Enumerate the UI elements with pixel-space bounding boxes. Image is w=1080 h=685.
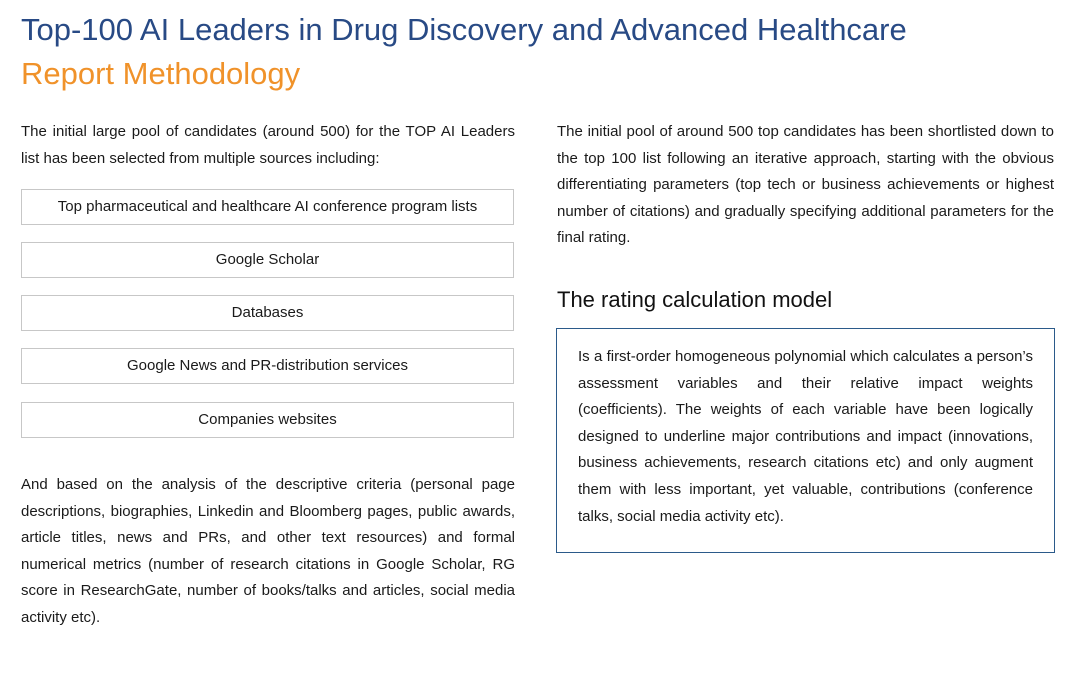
rating-model-text: Is a first-order homogeneous polynomial which calculates a person’s assessment variables and their relative impact weights (coefficients). The weights of each variable have been logically designed to underline major contributions and impact (innovations, business achievements, research citations etc) and only augment them with less important, yet valuable, contributions (conference talks, social media activity etc).: [578, 348, 1033, 525]
analysis-criteria-text: And based on the analysis of the descriptive criteria (personal page descriptions, biographies, Linkedin and Bloomberg pages, public awards, article titles, news and PRs, and other text resources) and formal numerical metrics (number of research citations in Google Scholar, RG score in ResearchGate, number of books/talks and articles, social media activity etc).: [21, 476, 515, 626]
page-subtitle: Report Methodology: [21, 56, 301, 91]
rating-model-box: [556, 328, 1055, 553]
source-box-databases: Databases: [21, 295, 514, 331]
page-title: Top-100 AI Leaders in Drug Discovery and Advanced Healthcare: [21, 12, 907, 47]
source-box-companies-websites: Companies websites: [21, 402, 514, 438]
candidate-pool-intro: The initial large pool of candidates (around 500) for the TOP AI Leaders list has been selected from multiple sources including:: [21, 123, 515, 167]
source-box-google-news: Google News and PR-distribution services: [21, 348, 514, 384]
source-box-conference-lists: Top pharmaceutical and healthcare AI conference program lists: [21, 189, 514, 225]
shortlisting-text: The initial pool of around 500 top candidates has been shortlisted down to the top 100 list following an iterative approach, starting with the obvious differentiating parameters (top tech or business achievements or highest number of citations) and gradually specifying additional parameters for the final rating.: [557, 123, 1054, 247]
source-box-google-scholar: Google Scholar: [21, 242, 514, 278]
rating-model-heading: The rating calculation model: [557, 287, 833, 312]
